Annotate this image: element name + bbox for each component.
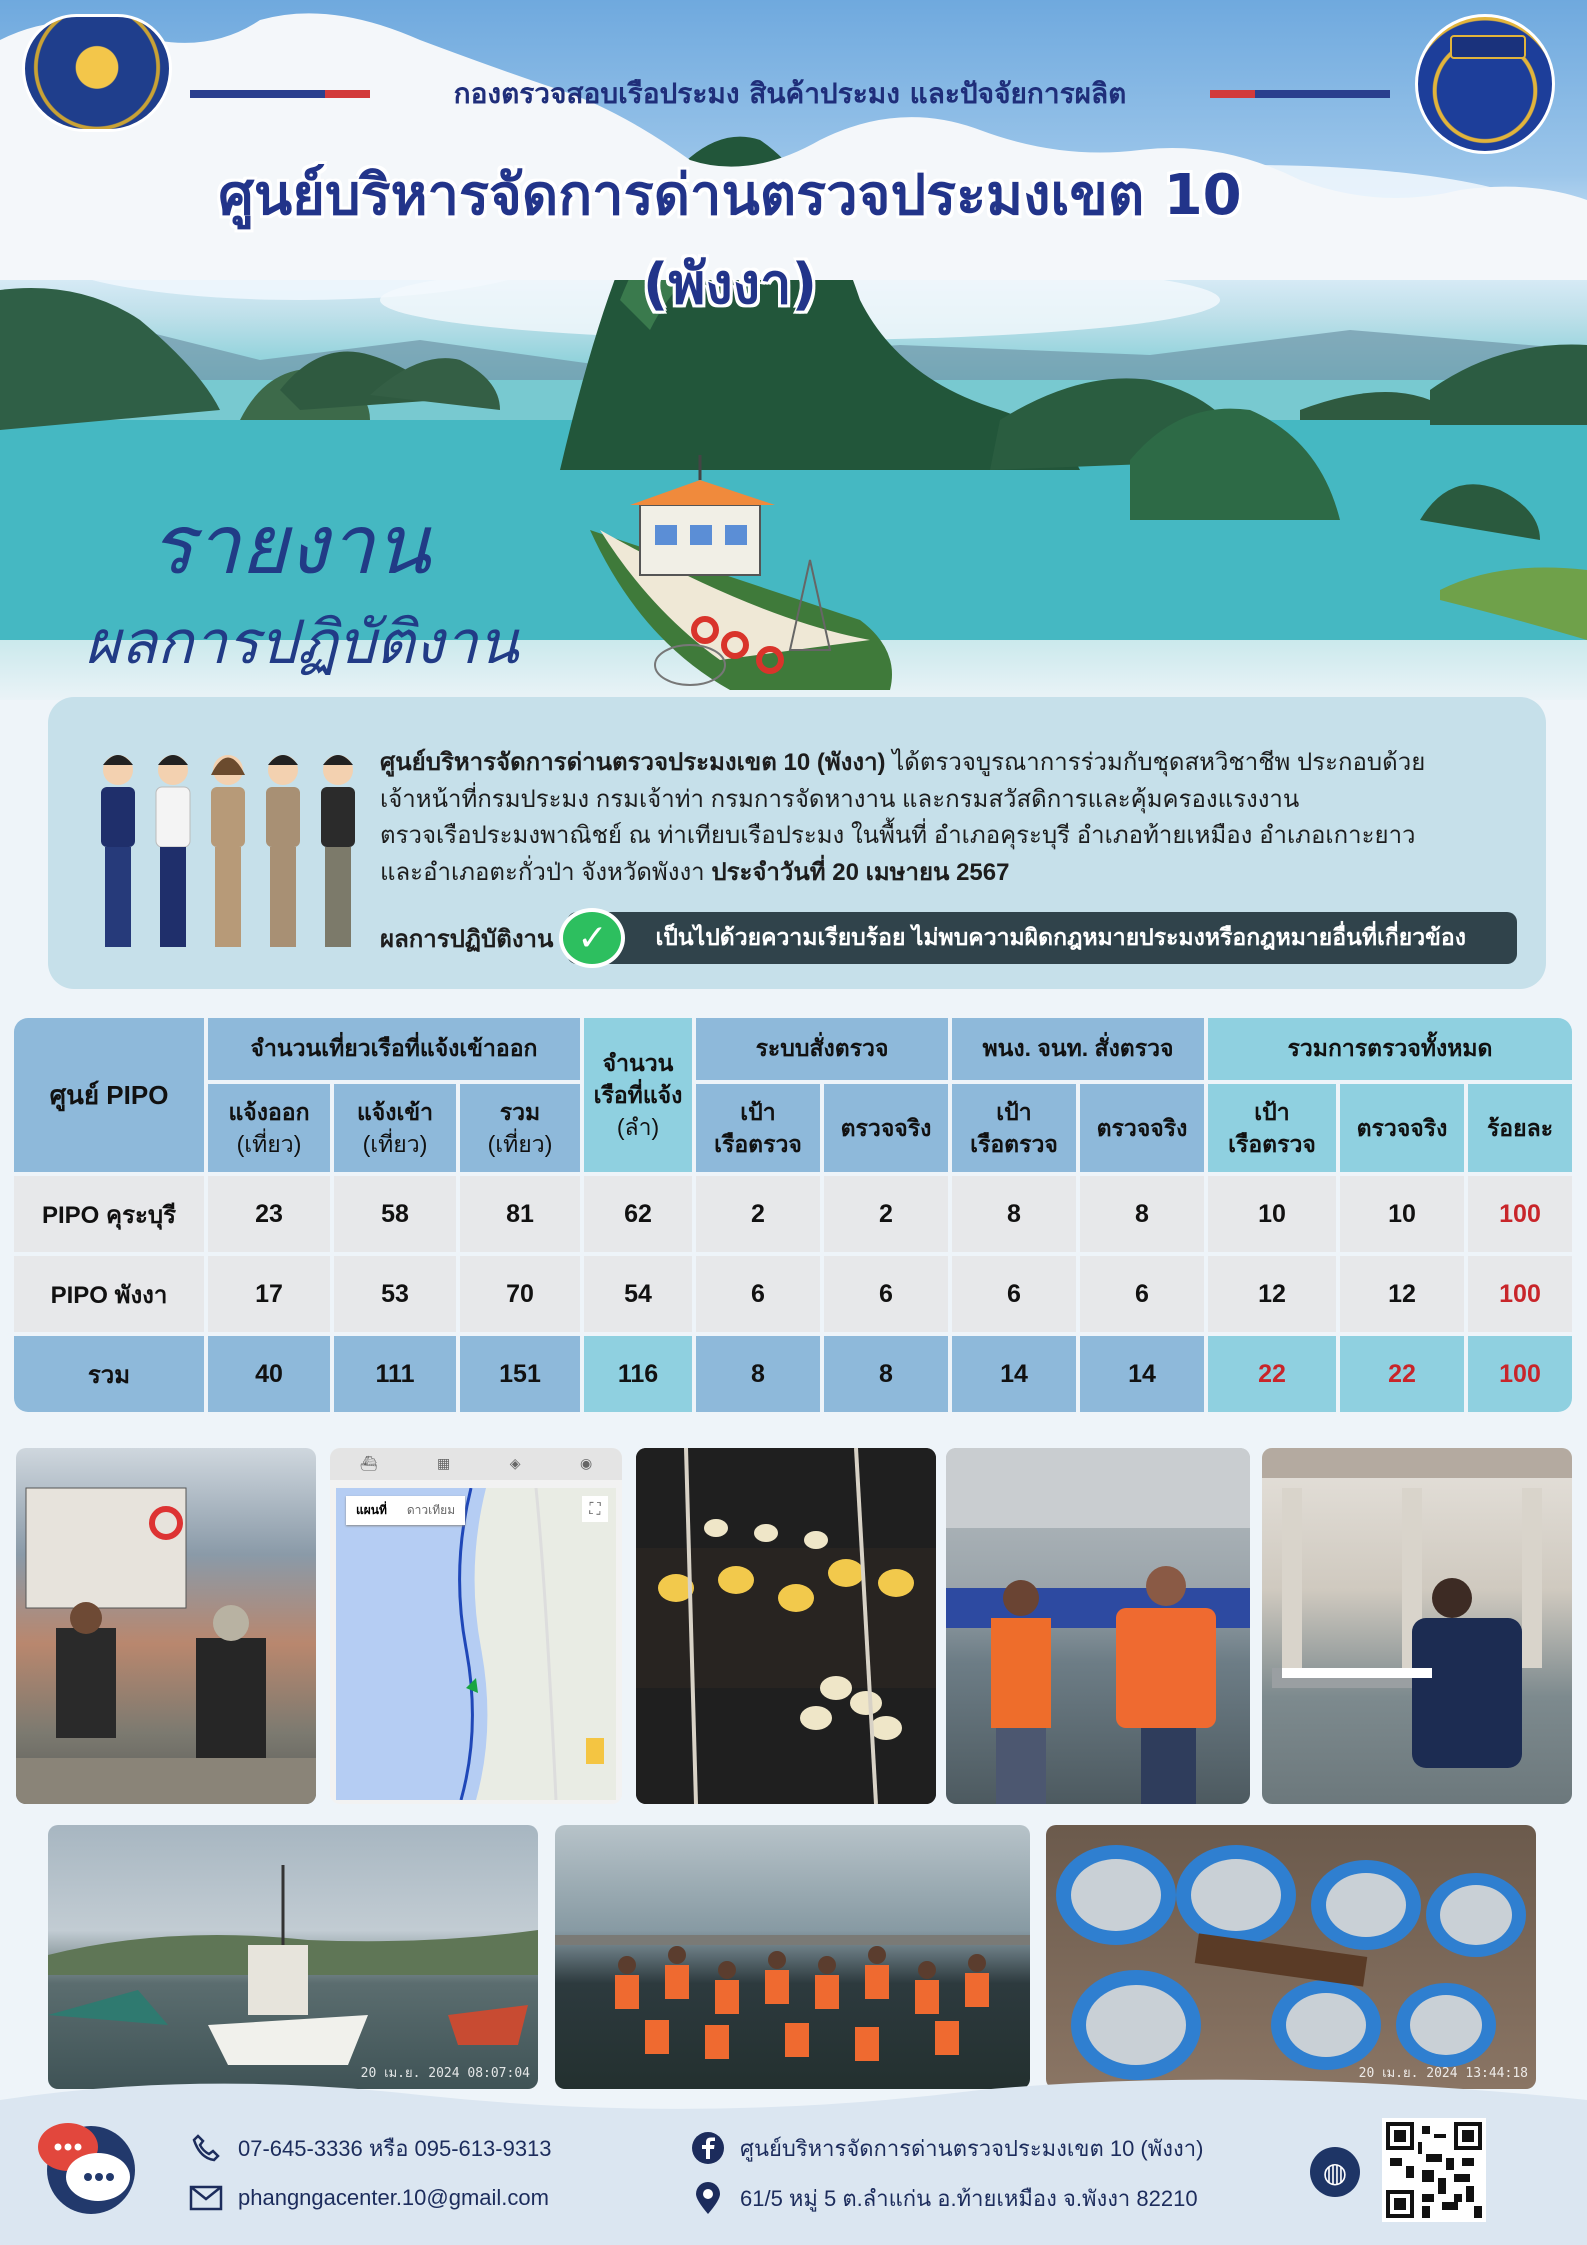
fishery-inspection-logo (22, 14, 172, 132)
result-row (380, 912, 1517, 964)
cell-off-actual: 6 (1080, 1256, 1204, 1332)
calendar-icon: ▦ (437, 1456, 451, 1472)
row-name-total: รวม (14, 1336, 204, 1412)
col-header-system-target: เป้า เรือตรวจ (696, 1084, 820, 1172)
col-header-in: แจ้งเข้า (เที่ยว) (334, 1084, 456, 1172)
chat-bubbles-icon (36, 2115, 140, 2215)
cell-in: 111 (334, 1336, 456, 1412)
checkmark-icon: ✓ (559, 908, 625, 968)
footer-facebook[interactable] (690, 2130, 1203, 2166)
ship-icon: ⛴ (359, 1456, 378, 1472)
report-heading: รายงาน (150, 498, 431, 593)
info-text-4: และอำเภอตะกั่วป่า จังหวัดพังงา (380, 858, 712, 886)
map-tab-map[interactable]: แผนที่ (356, 1503, 387, 1517)
cell-sys-target: 2 (696, 1176, 820, 1252)
cell-sum: 151 (460, 1336, 580, 1412)
mail-icon (188, 2180, 224, 2216)
cell-out: 17 (208, 1256, 330, 1332)
row-name: PIPO พังงา (14, 1256, 204, 1332)
row-name: PIPO คุระบุรี (14, 1176, 204, 1252)
cell-sys-actual: 8 (824, 1336, 948, 1412)
hero-banner (0, 0, 1587, 700)
photo-boats-at-sea (48, 1825, 538, 2089)
info-panel (48, 697, 1546, 989)
info-text-3: ตรวจเรือประมงพาณิชย์ ณ ท่าเทียบเรือประมง ในพื้นที่ อำเภอคุระบุรี อำเภอท้ายเหมือง อำเภอเกาะยาว (380, 822, 1416, 849)
cell-percent: 100 (1468, 1176, 1572, 1252)
facebook-text: ศูนย์บริหารจัดการด่านตรวจประมงเขต 10 (พังงา) (740, 2135, 1204, 2161)
flag-stripe-right (1210, 90, 1390, 98)
cell-out: 40 (208, 1336, 330, 1412)
result-pill (567, 912, 1517, 964)
globe-icon[interactable]: ◍ (1310, 2147, 1360, 2197)
group-header-officer: พนง. จนท. สั่งตรวจ (952, 1018, 1204, 1080)
cell-sys-actual: 2 (824, 1176, 948, 1252)
info-text-2: เจ้าหน้าที่กรมประมง กรมเจ้าท่า กรมการจัดหางาน และกรมสวัสดิการและคุ้มครองแรงงาน (380, 785, 1300, 813)
photo-fishing-net (636, 1448, 936, 1804)
report-subheading: ผลการปฏิบัติงาน (85, 608, 519, 678)
group-header-system: ระบบสั่งตรวจ (696, 1018, 948, 1080)
phone-icon (188, 2130, 224, 2166)
address-text: 61/5 หมู่ 5 ต.ลำแก่น อ.ท้ายเหมือง จ.พังงา 82210 (740, 2185, 1198, 2211)
cell-off-target: 8 (952, 1176, 1076, 1252)
officers-illustration (93, 745, 363, 955)
cell-tot-target: 12 (1208, 1256, 1336, 1332)
footer-phone[interactable] (188, 2130, 552, 2166)
map-canvas (336, 1488, 616, 1800)
col-header-officer-actual: ตรวจจริง (1080, 1084, 1204, 1172)
photo-document-check (1262, 1448, 1572, 1804)
footer-address (690, 2180, 1198, 2216)
qr-code[interactable] (1382, 2118, 1486, 2222)
cell-percent: 100 (1468, 1256, 1572, 1332)
cell-boats: 54 (584, 1256, 692, 1332)
fullscreen-icon[interactable]: ⛶ (582, 1496, 608, 1522)
cell-boats: 62 (584, 1176, 692, 1252)
facebook-icon (690, 2130, 726, 2166)
cell-off-target: 14 (952, 1336, 1076, 1412)
cell-sum: 81 (460, 1176, 580, 1252)
phone-text: 07-645-3336 หรือ 095-613-9313 (238, 2135, 552, 2161)
email-text: phangngacenter.10@gmail.com (238, 2185, 549, 2210)
map-tab-satellite[interactable]: ดาวเทียม (406, 1503, 456, 1517)
map-toolbar (330, 1448, 622, 1480)
department-of-fisheries-seal (1415, 14, 1555, 154)
report-date: ประจำวันที่ 20 เมษายน 2567 (711, 858, 1010, 886)
cell-in: 53 (334, 1256, 456, 1332)
col-header-sum: รวม (เที่ยว) (460, 1084, 580, 1172)
inspection-table (14, 1018, 1572, 1412)
result-text: เป็นไปด้วยความเรียบร้อย ไม่พบความผิดกฎหมายประมงหรือกฎหมายอื่นที่เกี่ยวข้อง (655, 924, 1466, 950)
info-text-1: ได้ตรวจบูรณาการร่วมกับชุดสหวิชาชีพ ประกอบด้วย (885, 749, 1426, 776)
group-header-total: รวมการตรวจทั้งหมด (1208, 1018, 1572, 1080)
cell-out: 23 (208, 1176, 330, 1252)
col-header-system-actual: ตรวจจริง (824, 1084, 948, 1172)
map-icon: ◈ (509, 1456, 521, 1472)
cell-tot-actual: 22 (1340, 1336, 1464, 1412)
result-label: ผลการปฏิบัติงาน (380, 925, 554, 953)
cell-tot-target: 10 (1208, 1176, 1336, 1252)
division-name: กองตรวจสอบเรือประมง สินค้าประมง และปัจจัยการผลิต (453, 77, 1127, 110)
cell-percent: 100 (1468, 1336, 1572, 1412)
col-header-officer-target: เป้า เรือตรวจ (952, 1084, 1076, 1172)
flag-stripe-left (190, 90, 370, 98)
cell-off-target: 6 (952, 1256, 1076, 1332)
page-title: ศูนย์บริหารจัดการด่านตรวจประมงเขต 10 (พังงา) (218, 163, 1242, 317)
camera-icon: ◉ (579, 1456, 593, 1472)
col-header-total-target: เป้า เรือตรวจ (1208, 1084, 1336, 1172)
division-header (190, 72, 1390, 116)
col-header-total-actual: ตรวจจริง (1340, 1084, 1464, 1172)
location-pin-icon (690, 2180, 726, 2216)
photo-fish-buckets (1046, 1825, 1536, 2089)
col-header-boats: จำนวน เรือที่แจ้ง (ลำ) (584, 1018, 692, 1172)
photo-vms-map (330, 1448, 622, 1804)
cell-sys-target: 6 (696, 1256, 820, 1332)
photo-crew-lineup (555, 1825, 1030, 2089)
group-header-trips: จำนวนเที่ยวเรือที่แจ้งเข้าออก (208, 1018, 580, 1080)
photo-timestamp: 20 เม.ย. 2024 08:07:04 (360, 2066, 530, 2081)
cell-boats: 116 (584, 1336, 692, 1412)
info-description (380, 745, 1510, 891)
photo-timestamp: 20 เม.ย. 2024 13:44:18 (1358, 2066, 1528, 2081)
org-name: ศูนย์บริหารจัดการด่านตรวจประมงเขต 10 (พังงา) (380, 749, 886, 776)
cell-off-actual: 14 (1080, 1336, 1204, 1412)
cell-off-actual: 8 (1080, 1176, 1204, 1252)
photo-life-jackets (946, 1448, 1250, 1804)
cell-tot-actual: 12 (1340, 1256, 1464, 1332)
col-header-percent: ร้อยละ (1468, 1084, 1572, 1172)
footer-email[interactable] (188, 2180, 549, 2216)
cell-sys-actual: 6 (824, 1256, 948, 1332)
cell-in: 58 (334, 1176, 456, 1252)
cell-sys-target: 8 (696, 1336, 820, 1412)
cell-tot-actual: 10 (1340, 1176, 1464, 1252)
photo-harbor-inspection (16, 1448, 316, 1804)
col-header-out: แจ้งออก (เที่ยว) (208, 1084, 330, 1172)
cell-tot-target: 22 (1208, 1336, 1336, 1412)
cell-sum: 70 (460, 1256, 580, 1332)
col-header-center: ศูนย์ PIPO (14, 1018, 204, 1172)
map-type-toggle[interactable] (346, 1496, 465, 1525)
